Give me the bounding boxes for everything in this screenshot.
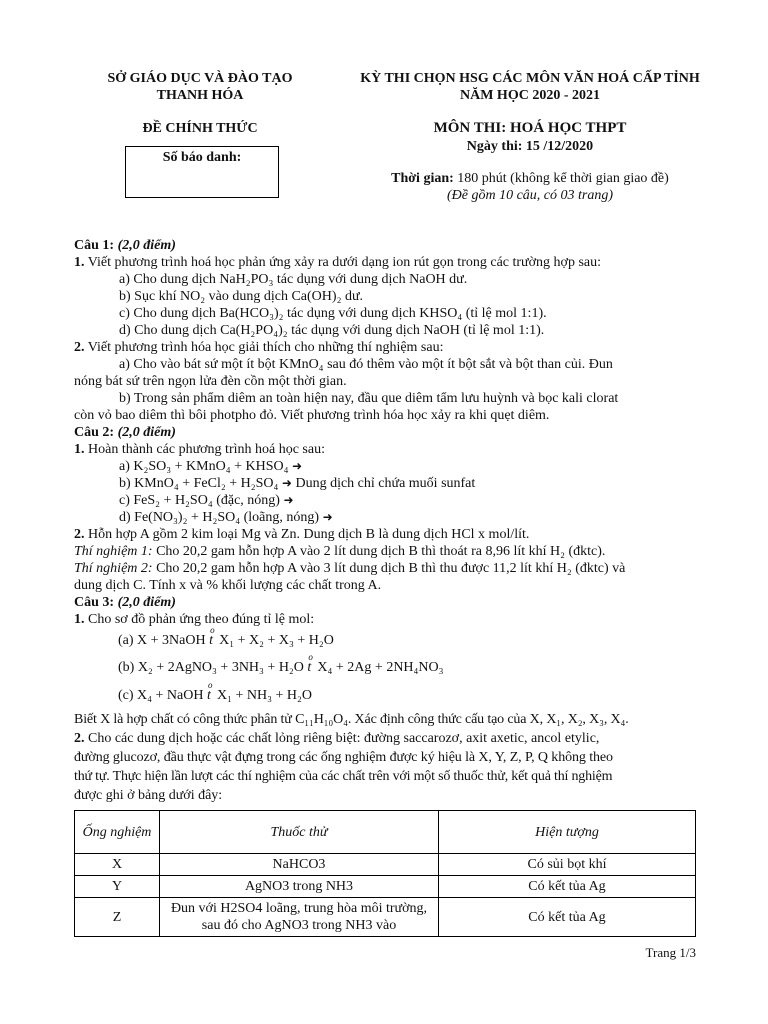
reaction-a-left: (a) X + 3NaOH: [118, 633, 210, 648]
row-tube: Z: [75, 898, 160, 937]
q1-part2-number: 2.: [74, 340, 85, 355]
province-name: THANH HÓA: [156, 88, 244, 103]
heat-condition: [307, 652, 317, 676]
candidate-number-box: [125, 146, 279, 198]
table-header-row: [75, 811, 696, 854]
q2-part2: [74, 526, 694, 543]
q3-part2-number: 2.: [74, 731, 85, 746]
q2-item-c-text: c) FeS₂ + H₂SO₄ (đặc, nóng): [119, 493, 280, 508]
q3-part1: [74, 611, 694, 628]
experiment-2-label: Thí nghiệm 2:: [74, 561, 153, 576]
time-label: Thời gian:: [391, 171, 454, 186]
experiment-1-text: Cho 20,2 gam hỗn hợp A vào 2 lít dung dịch B thì thoát ra 8,96 lít khí H₂ (đktc).: [152, 544, 606, 559]
row-phenomenon: Có kết tủa Ag: [439, 898, 696, 937]
question-2-points: (2,0 điểm): [114, 425, 176, 440]
q1-item-c: c) Cho dung dịch Ba(HCO₃)₂ tác dụng với dung dịch KHSO₄ (tỉ lệ mol 1:1).: [119, 306, 547, 321]
question-2-heading: [74, 424, 694, 441]
header-tube: Ống nghiệm: [75, 811, 160, 854]
degree-symbol: o: [207, 680, 213, 690]
row-tube: X: [75, 854, 160, 876]
q1-part1: [74, 254, 694, 271]
q1-part2-a-line1: a) Cho vào bát sứ một ít bột KMnO₄ sau đó thêm vào một ít bột sắt và bột than củi. Đun: [119, 357, 613, 372]
experiment-1-label: Thí nghiệm 1:: [74, 544, 153, 559]
question-3-points: (2,0 điểm): [114, 595, 176, 610]
header-phenomenon: Hiện tượng: [439, 811, 696, 854]
school-year: NĂM HỌC 2020 - 2021: [460, 88, 600, 103]
q3-part2-line4: được ghi ở bảng dưới đây:: [74, 788, 223, 803]
q1-part2-text: Viết phương trình hóa học giải thích cho những thí nghiệm sau:: [84, 340, 444, 355]
reaction-c-left: (c) X₄ + NaOH: [118, 688, 207, 703]
reaction-b: [118, 652, 444, 676]
exam-duration: [330, 170, 730, 187]
exam-date: Ngày thi: 15 /12/2020: [466, 139, 594, 154]
q3-part2-line3: thứ tự. Thực hiện lần lượt các thí nghiệm của các chất trên với một số thuốc thử, kết quả thí nghiệm: [74, 769, 613, 784]
q1-item-a: a) Cho dung dịch NaH₂PO₃ tác dụng với dung dịch NaOH dư.: [119, 272, 468, 287]
time-value: 180 phút (không kể thời gian giao đề): [453, 171, 669, 186]
row-phenomenon: Có kết tủa Ag: [439, 876, 696, 898]
q2-experiment-1: [74, 543, 694, 560]
q1-part1-number: 1.: [74, 255, 85, 270]
temperature-symbol: t: [206, 688, 211, 703]
q1-part2-b-line2: còn vỏ bao diêm thì bôi photpho đỏ. Viết phương trình hóa học xảy ra khi quẹt diêm.: [74, 408, 550, 423]
q2-item-b-tail: Dung dịch chỉ chứa muối sunfat: [295, 476, 476, 491]
experiment-2-text: Cho 20,2 gam hỗn hợp A vào 3 lít dung dịch B thì thu được 11,2 lít khí H₂ (đktc) và: [152, 561, 626, 576]
q2-item-b: [74, 475, 694, 492]
reaction-a: [118, 625, 334, 649]
reaction-b-left: (b) X₂ + 2AgNO₃ + 3NH₃ + H₂O: [118, 660, 308, 675]
row-phenomenon: Có sủi bọt khí: [439, 854, 696, 876]
q2-part1-number: 1.: [74, 442, 85, 457]
row-reagent: AgNO3 trong NH3: [160, 876, 439, 898]
q1-part2-a-line2: nóng bát sứ trên ngọn lửa đèn cồn một thời gian.: [74, 374, 347, 389]
row-reagent: NaHCO3: [160, 854, 439, 876]
q3-part2-text: Cho các dung dịch hoặc các chất lỏng riêng biệt: đường saccarozơ, axit axetic, ancol etylic,: [84, 731, 600, 746]
q1-part2-b-line1: b) Trong sản phẩm diêm an toàn hiện nay, đầu que diêm tẩm lưu huỳnh và bọc kali clorat: [119, 391, 619, 406]
reaction-b-right: X₄ + 2Ag + 2NH₄NO₃: [317, 660, 444, 675]
q3-condition: Biết X là hợp chất có công thức phân tử C₁₁H₁₀O₄. Xác định công thức cấu tạo của X, X₁, X₂, X₃, X₄.: [74, 712, 629, 727]
temperature-symbol: t: [307, 660, 312, 675]
degree-symbol: o: [210, 625, 215, 635]
q2-item-a: [74, 458, 694, 475]
reaction-a-right: X₁ + X₂ + X₃ + H₂O: [219, 633, 334, 648]
q2-item-a-text: a) K₂SO₃ + KMnO₄ + KHSO₄: [119, 459, 289, 474]
q2-experiment-2: [74, 560, 694, 577]
experiment-table: [74, 810, 696, 937]
q2-part2-number: 2.: [74, 527, 85, 542]
subject-title: MÔN THI: HOÁ HỌC THPT: [433, 120, 627, 136]
degree-symbol: o: [308, 652, 313, 662]
question-1-points: (2,0 điểm): [114, 238, 176, 253]
row-tube: Y: [75, 876, 160, 898]
department-name: SỞ GIÁO DỤC VÀ ĐÀO TẠO: [107, 71, 293, 86]
q1-item-b: b) Sục khí NO₂ vào dung dịch Ca(OH)₂ dư.: [119, 289, 364, 304]
q2-part1: [74, 441, 694, 458]
reaction-c: [118, 680, 312, 704]
q2-item-c: [74, 492, 694, 509]
temperature-symbol: t: [209, 633, 213, 648]
reaction-c-right: X₁ + NH₃ + H₂O: [216, 688, 312, 703]
heat-condition: [206, 680, 217, 704]
page-number: Trang 1/3: [645, 945, 696, 960]
row-reagent: Đun với H2SO4 loãng, trung hòa môi trường, sau đó cho AgNO3 trong NH3 vào: [160, 898, 439, 937]
q2-experiment-2-line2: dung dịch C. Tính x và % khối lượng các chất trong A.: [74, 578, 382, 593]
table-row: [75, 854, 696, 876]
q2-part1-text: Hoàn thành các phương trình hoá học sau:: [84, 442, 325, 457]
q1-part1-text: Viết phương trình hoá học phản ứng xảy ra dưới dạng ion rút gọn trong các trường hợp sau:: [84, 255, 601, 270]
heat-condition: [209, 625, 219, 649]
table-row: [75, 876, 696, 898]
q2-item-d-text: d) Fe(NO₃)₂ + H₂SO₄ (loãng, nóng): [119, 510, 320, 525]
table-row: [75, 898, 696, 937]
arrow-icon: ➜: [291, 459, 303, 473]
q2-item-d: [74, 509, 694, 526]
question-1-title: Câu 1:: [74, 238, 115, 253]
exam-title: KỲ THI CHỌN HSG CÁC MÔN VĂN HOÁ CẤP TỈNH: [360, 71, 700, 86]
question-3-title: Câu 3:: [74, 595, 115, 610]
q3-part1-text: Cho sơ đồ phản ứng theo đúng tỉ lệ mol:: [84, 612, 315, 627]
question-1-heading: [74, 237, 694, 254]
arrow-icon: ➜: [281, 476, 292, 490]
question-2-title: Câu 2:: [74, 425, 115, 440]
q3-part2-line2: đường glucozơ, đầu thực vật đựng trong các ống nghiệm được ký hiệu là X, Y, Z, P, Q không theo: [74, 750, 613, 765]
arrow-icon: ➜: [322, 510, 333, 524]
q3-part2-line1: [74, 730, 694, 747]
q3-part1-number: 1.: [74, 612, 85, 627]
q1-item-d: d) Cho dung dịch Ca(H₂PO₄)₂ tác dụng với dung dịch NaOH (tỉ lệ mol 1:1).: [119, 323, 545, 338]
q2-item-b-text: b) KMnO₄ + FeCl₂ + H₂SO₄: [119, 476, 279, 491]
arrow-icon: ➜: [283, 493, 294, 507]
header-reagent: Thuốc thử: [160, 811, 439, 854]
q1-part2: [74, 339, 694, 356]
candidate-number-label: Số báo danh:: [162, 150, 242, 165]
q2-part2-text: Hỗn hợp A gồm 2 kim loại Mg và Zn. Dung dịch B là dung dịch HCl x mol/lít.: [84, 527, 530, 542]
official-label: ĐỀ CHÍNH THỨC: [142, 121, 258, 136]
exam-note: (Đề gồm 10 câu, có 03 trang): [446, 188, 614, 203]
question-3-heading: [74, 594, 694, 611]
